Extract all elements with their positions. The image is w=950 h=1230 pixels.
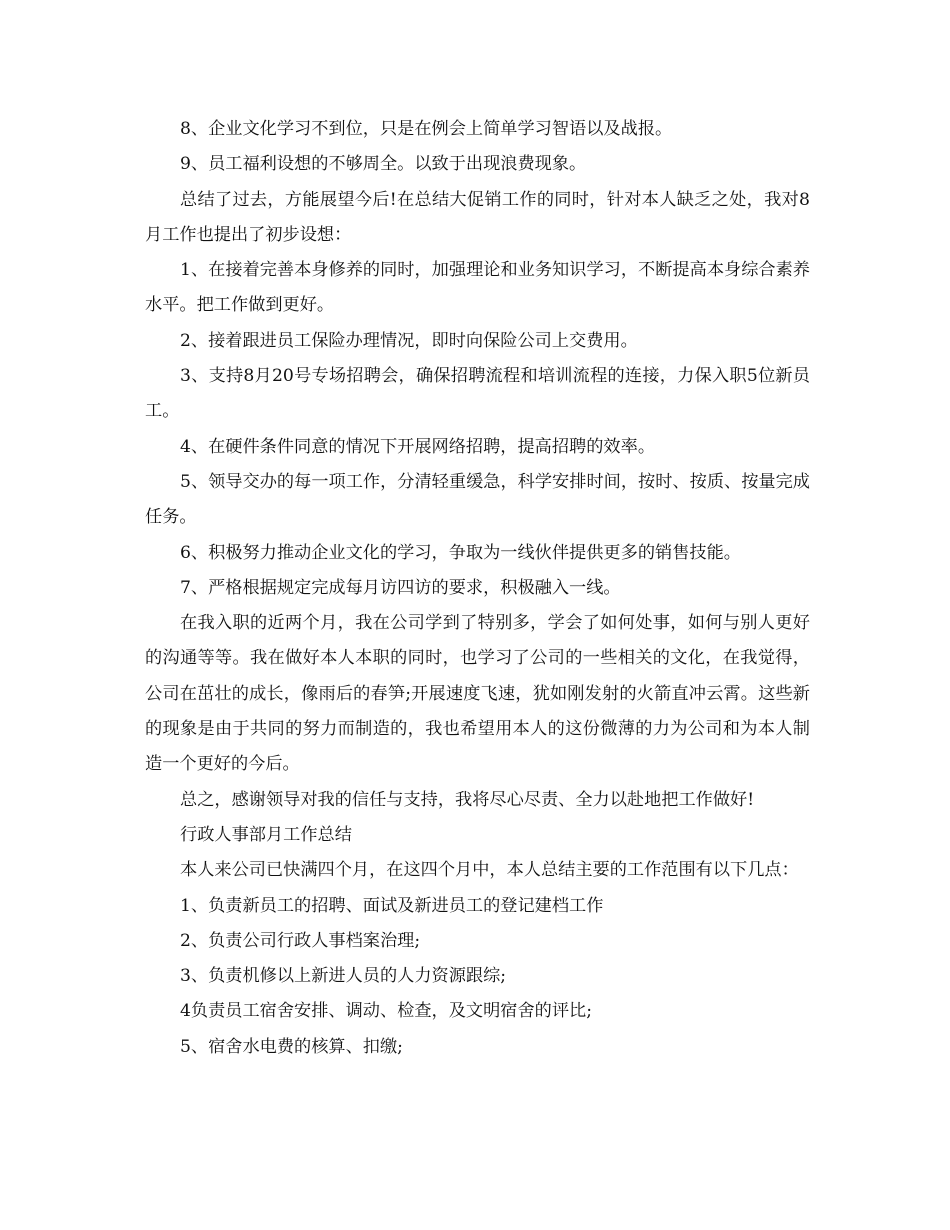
paragraph-conclusion: 总之，感谢领导对我的信任与支持，我将尽心尽责、全力以赴地把工作做好! — [180, 789, 755, 810]
paragraph-plan-2: 2、接着跟进员工保险办理情况，即时向保险公司上交费用。 — [180, 330, 638, 351]
paragraph-plan-4: 4、在硬件条件同意的情况下开展网络招聘，提高招聘的效率。 — [180, 436, 656, 457]
paragraph-item-9: 9、员工福利设想的不够周全。以致于出现浪费现象。 — [180, 154, 587, 175]
document-body — [145, 112, 810, 1065]
section-title: 行政人事部月工作总结 — [180, 824, 352, 845]
paragraph-scope-1: 1、负责新员工的招聘、面试及新进员工的登记建档工作 — [180, 895, 604, 916]
paragraph-item-8: 8、企业文化学习不到位，只是在例会上简单学习智语以及战报。 — [180, 119, 673, 139]
paragraph-scope-3: 3、负责机修以上新进人员的人力资源跟综; — [180, 966, 507, 987]
paragraph-scope-4: 4负责员工宿舍安排、调动、检查，及文明宿舍的评比; — [180, 1001, 593, 1022]
paragraph-scope-intro: 本人来公司已快满四个月，在这四个月中，本人总结主要的工作范围有以下几点： — [180, 860, 799, 881]
paragraph-scope-2: 2、负责公司行政人事档案治理; — [180, 930, 421, 951]
paragraph-summary-intro: 总结了过去，方能展望今后!在总结大促销工作的同时，针对本人缺乏之处，我对8月工作也提出了初步设想： — [145, 189, 810, 245]
paragraph-reflection: 在我入职的近两个月，我在公司学到了特别多，学会了如何处事，如何与别人更好的沟通等等。我在做好本人本职的同时，也学习了公司的一些相关的文化，在我觉得，公司在茁壮的成长，像雨后的春笋;开展速度飞速，犹如刚发射的火箭直冲云霄。这些新的现象是由于共同的努力而制造的，我也希望用本人的这份微薄的力为公司和为本人制造一个更好的今后。 — [145, 613, 810, 775]
paragraph-plan-1: 1、在接着完善本身修养的同时，加强理论和业务知识学习，不断提高本身综合素养水平。把工作做到更好。 — [145, 260, 810, 316]
paragraph-plan-5: 5、领导交办的每一项工作，分清轻重缓急，科学安排时间，按时、按质、按量完成任务。 — [145, 471, 810, 528]
paragraph-plan-6: 6、积极努力推动企业文化的学习，争取为一线伙伴提供更多的销售技能。 — [180, 542, 741, 563]
paragraph-plan-7: 7、严格根据规定完成每月访四访的要求，积极融入一线。 — [180, 577, 621, 598]
paragraph-scope-5: 5、宿舍水电费的核算、扣缴; — [180, 1036, 403, 1057]
paragraph-plan-3: 3、支持8月20号专场招聘会，确保招聘流程和培训流程的连接，力保入职5位新员工。 — [145, 366, 810, 422]
